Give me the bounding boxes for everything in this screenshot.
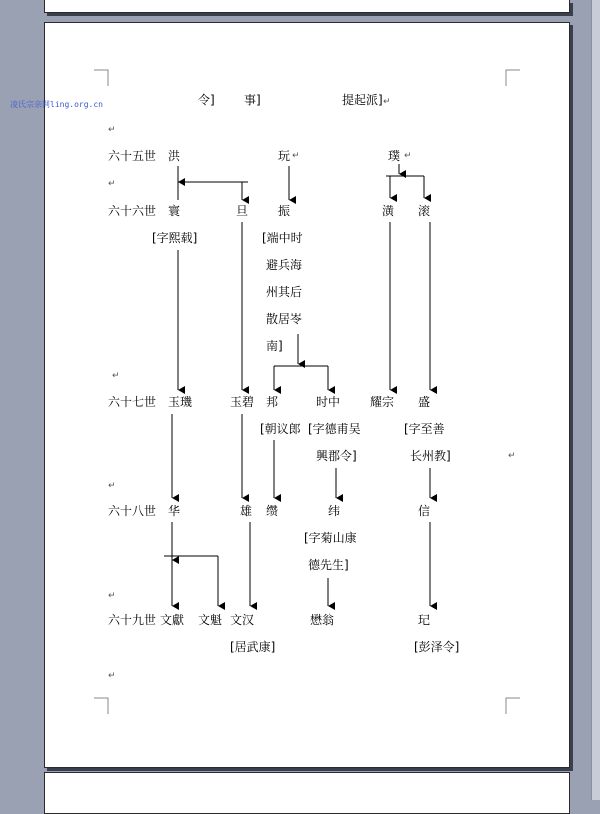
- note-shizhong-2: 興郡令]: [316, 449, 357, 463]
- person-huan: 寰: [168, 204, 181, 218]
- crop-mark-top-right: [506, 70, 520, 86]
- person-gun: 滚: [418, 204, 431, 218]
- note-zhen-5: 南]: [266, 339, 283, 353]
- paragraph-mark: ↵: [112, 371, 120, 381]
- person-huang: 潢: [382, 204, 395, 218]
- note-zhen-1: [端中时: [262, 231, 303, 245]
- paragraph-mark: ↵: [108, 481, 116, 491]
- paragraph-mark: ↵: [508, 451, 516, 461]
- note-zhen-2: 避兵海: [266, 258, 303, 272]
- person-shizhong: 时中: [316, 395, 341, 409]
- person-xiong: 雄: [240, 504, 253, 518]
- crop-mark-top-left: [94, 70, 108, 86]
- header-right: 提起派]: [342, 93, 383, 107]
- person-wenkui: 文魁: [198, 613, 223, 627]
- person-yuji: 玉璣: [168, 395, 193, 409]
- note-zhen-4: 散居岺: [266, 312, 303, 326]
- person-pu: 璞: [388, 149, 401, 163]
- person-wenhan: 文汉: [230, 613, 255, 627]
- person-xin: 信: [418, 504, 431, 518]
- note-wenhan: [居武康]: [230, 640, 276, 654]
- generation-label-68: 六十八世: [108, 504, 157, 518]
- note-wei-1: [字菊山康: [304, 531, 357, 545]
- paragraph-mark: ↵: [292, 151, 300, 161]
- person-wei: 纬: [328, 504, 341, 518]
- person-bang: 邦: [266, 395, 279, 409]
- note-sheng-2: 长州教]: [410, 449, 451, 463]
- person-maoweng: 懋翁: [310, 613, 335, 627]
- header-left: 令]: [198, 93, 215, 107]
- paragraph-mark: ↵: [383, 97, 391, 107]
- paragraph-mark: ↵: [108, 125, 116, 135]
- paragraph-mark: ↵: [404, 151, 412, 161]
- person-zuan: 缵: [266, 504, 279, 518]
- header-middle: 事]: [244, 93, 261, 107]
- paragraph-mark: ↵: [108, 179, 116, 189]
- person-zhen: 振: [278, 204, 291, 218]
- note-ji: [彭泽令]: [414, 640, 460, 654]
- generation-label-69: 六十九世: [108, 613, 157, 627]
- crop-mark-bottom-right: [506, 698, 520, 714]
- note-huan: [字熙载]: [152, 231, 198, 245]
- person-hong: 洪: [168, 149, 181, 163]
- note-wei-2: 德先生]: [308, 558, 349, 572]
- generation-label-65: 六十五世: [108, 149, 157, 163]
- paragraph-mark: ↵: [108, 671, 116, 681]
- watermark: 凌氏宗亲网ling.org.cn: [10, 100, 103, 109]
- person-sheng: 盛: [418, 395, 431, 409]
- note-zhen-3: 州其后: [266, 285, 303, 299]
- note-sheng-1: [字至善: [404, 422, 445, 436]
- person-wan: 玩: [278, 149, 291, 163]
- generation-label-67: 六十七世: [108, 395, 157, 409]
- person-yubi: 玉碧: [230, 395, 255, 409]
- note-bang: [朝议郎: [260, 422, 301, 436]
- person-wenxian: 文獻: [160, 613, 185, 627]
- paragraph-mark: ↵: [108, 591, 116, 601]
- crop-mark-bottom-left: [94, 698, 108, 714]
- generation-label-66: 六十六世: [108, 204, 157, 218]
- person-yaozong: 耀宗: [370, 395, 395, 409]
- note-shizhong-1: [字德甫吴: [308, 422, 361, 436]
- person-hua: 华: [168, 504, 181, 518]
- person-dan: 旦: [236, 204, 249, 218]
- person-ji: 玘: [418, 613, 431, 627]
